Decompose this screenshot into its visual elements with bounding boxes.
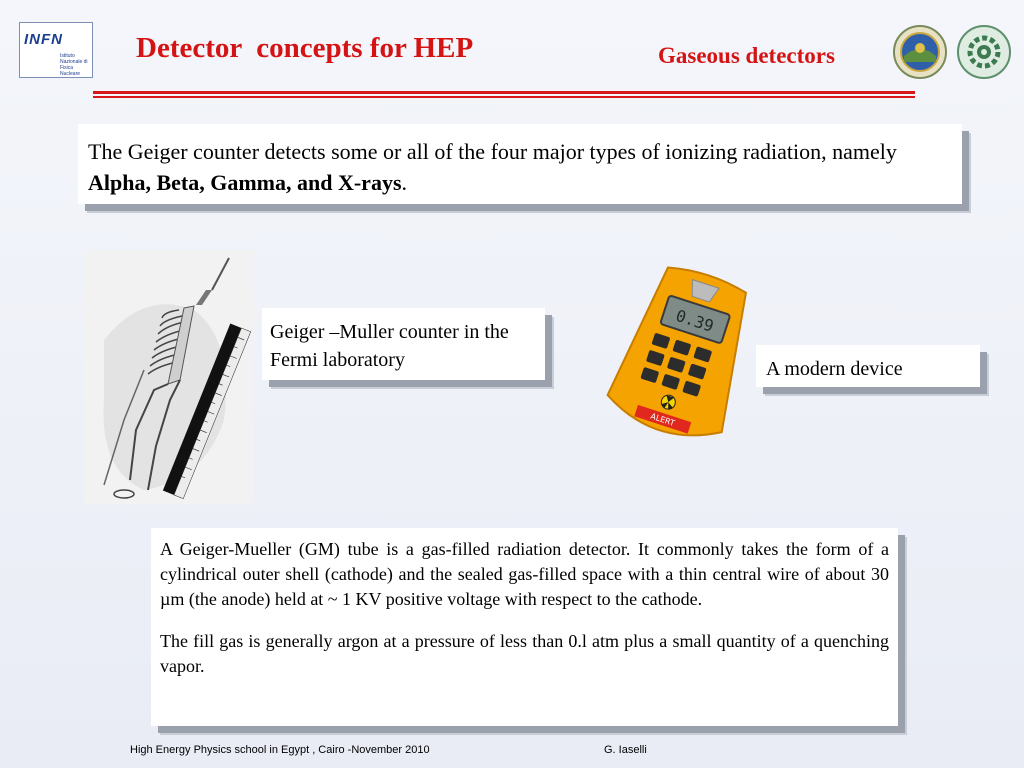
device-display-readout: 0.39: [673, 305, 717, 336]
infn-logo: [19, 22, 93, 78]
infn-logo-subtext: Istituto Nazionale di Fisica Nucleare: [60, 53, 88, 77]
slide-title: Detector concepts for HEP: [136, 32, 474, 64]
description-paragraph-1: A Geiger-Mueller (GM) tube is a gas-filled radiation detector. It commonly takes the form of a cylindrical outer shell (cathode) and the sealed gas-filled space with a thin central wire of about 30 µm (the anode) held at ~ 1 KV positive voltage with respect to the cathode.: [160, 539, 889, 609]
gear-seal-icon: [954, 24, 1014, 80]
fermi-caption-box: [262, 308, 545, 380]
footer-author: G. Iaselli: [604, 744, 647, 756]
header-rule-secondary: [93, 96, 915, 98]
intro-text: The Geiger counter detects some or all of the four major types of ionizing radiation, namely: [88, 139, 897, 164]
infn-logo-text: INFN: [24, 31, 63, 48]
intro-textbox: [78, 124, 962, 204]
modern-device-caption-text: A modern device: [766, 358, 903, 380]
slide-subtitle: Gaseous detectors: [658, 43, 835, 68]
intro-period: .: [401, 170, 408, 195]
modern-geiger-device-image: [592, 266, 770, 454]
fermi-caption-text: Geiger –Muller counter in the Fermi laboratory: [270, 321, 509, 371]
modern-device-caption-box: [756, 345, 980, 387]
geiger-muller-tube-photo: [84, 250, 253, 504]
gm-tube-description-box: [151, 528, 898, 726]
device-alert-label: ALERT: [649, 411, 676, 428]
description-paragraph-2: The fill gas is generally argon at a pressure of less than 0.l atm plus a small quantity of a quenching vapor.: [160, 631, 889, 676]
header-rule: [93, 91, 915, 94]
intro-radiation-types: Alpha, Beta, Gamma, and X-rays: [88, 170, 402, 195]
footer-event: High Energy Physics school in Egypt , Cairo -November 2010: [130, 744, 430, 756]
university-seal-icon: [890, 24, 950, 80]
